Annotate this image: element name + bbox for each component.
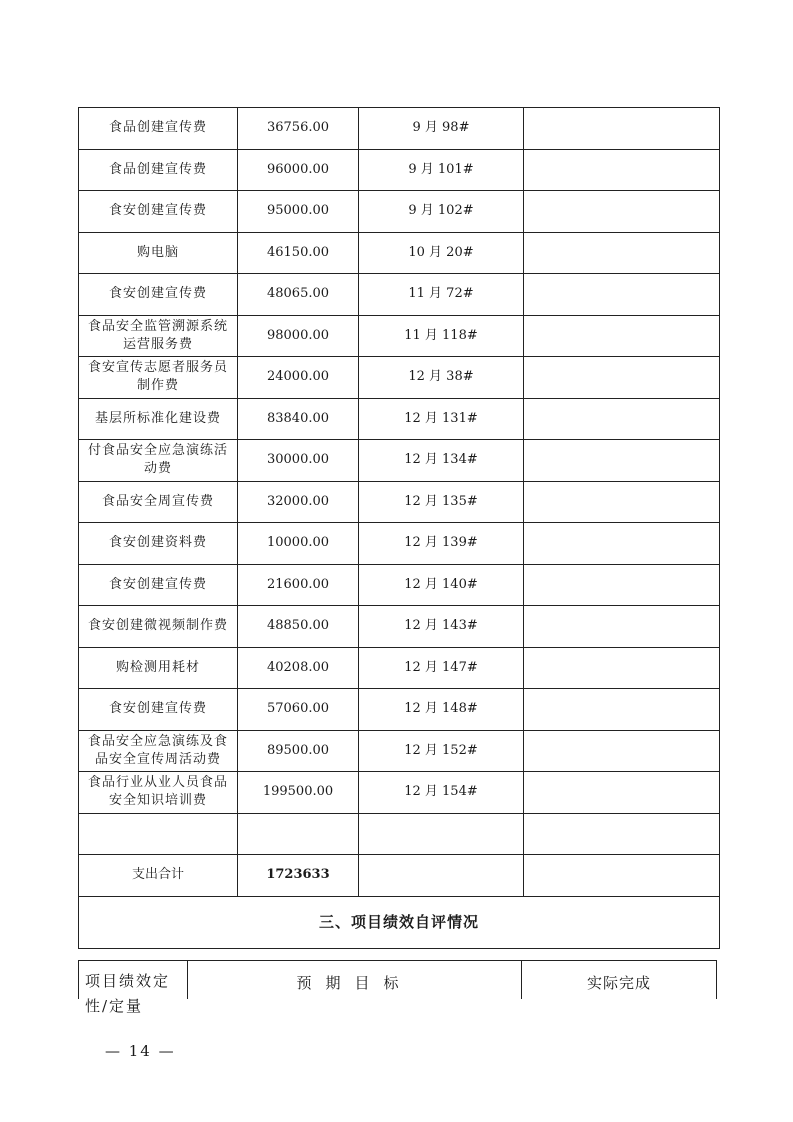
expense-amount-cell (238, 357, 359, 399)
expense-amount-cell-text: 48850.00 (266, 618, 330, 634)
table-row (79, 357, 720, 399)
expense-amount-cell-text: 24000.00 (266, 369, 330, 385)
note-cell (524, 523, 720, 565)
expense-amount-cell-text: 21600.00 (266, 576, 330, 592)
expense-item-cell-text: 食安创建宣传费 (108, 576, 207, 592)
table-row (79, 772, 720, 814)
expense-item-cell (79, 398, 238, 440)
perf-header-col2 (188, 961, 522, 1000)
note-cell (524, 191, 720, 233)
note-cell (524, 398, 720, 440)
expense-amount-cell (238, 564, 359, 606)
expense-amount-cell (238, 232, 359, 274)
expense-item-cell-text: 食品安全监管溯源系统运营服务费 (87, 318, 228, 352)
performance-header (78, 960, 717, 1015)
voucher-number-cell-text: 12 月 147# (404, 659, 478, 675)
expense-amount-cell-text: 32000.00 (266, 493, 330, 509)
expense-amount-cell-text: 36756.00 (266, 120, 330, 136)
expense-amount-cell (238, 398, 359, 440)
expense-amount-cell (238, 315, 359, 357)
expense-item-cell (79, 357, 238, 399)
total-row (79, 855, 720, 897)
voucher-number-cell-text: 9 月 101# (408, 161, 474, 177)
table-row (79, 398, 720, 440)
expense-item-cell-text: 食品创建宣传费 (108, 120, 207, 136)
table-row (79, 689, 720, 731)
expense-amount-cell-text: 46150.00 (266, 244, 330, 260)
expense-item-cell (79, 232, 238, 274)
expense-item-cell (79, 606, 238, 648)
expense-amount-cell (238, 523, 359, 565)
note-cell (524, 149, 720, 191)
expense-item-cell (79, 730, 238, 772)
expense-amount-cell (238, 606, 359, 648)
voucher-number-cell-text: 12 月 152# (404, 742, 478, 758)
expense-amount-cell (238, 689, 359, 731)
page-number: — 14 — (105, 1042, 176, 1060)
expense-amount-cell (238, 108, 359, 150)
perf-header-col2-text: 预期目标 (296, 974, 413, 992)
voucher-number-cell (359, 440, 524, 482)
expense-amount-cell-text: 98000.00 (266, 327, 330, 343)
note-cell (524, 315, 720, 357)
voucher-number-cell-text: 12 月 143# (404, 618, 478, 634)
expense-amount-cell-text: 57060.00 (266, 701, 330, 717)
voucher-number-cell-text: 12 月 154# (404, 784, 478, 800)
table-row (79, 564, 720, 606)
voucher-number-cell-text: 11 月 118# (404, 327, 478, 343)
expense-amount-cell (238, 647, 359, 689)
voucher-number-cell (359, 813, 524, 855)
expense-amount-cell (238, 730, 359, 772)
table-row (79, 440, 720, 482)
note-cell (524, 564, 720, 606)
voucher-number-cell (359, 315, 524, 357)
table-row (79, 108, 720, 150)
expense-amount-cell (238, 772, 359, 814)
expense-amount-cell (238, 481, 359, 523)
expense-amount-cell (238, 149, 359, 191)
table-row (79, 730, 720, 772)
voucher-number-cell-text: 9 月 102# (408, 203, 474, 219)
expense-item-cell-text: 食安创建宣传费 (108, 701, 207, 717)
voucher-number-cell (359, 232, 524, 274)
table-row (79, 523, 720, 565)
expense-item-cell-text: 购检测用耗材 (115, 659, 200, 675)
note-cell (524, 232, 720, 274)
voucher-number-cell-text: 12 月 38# (408, 369, 474, 385)
note-cell (524, 481, 720, 523)
perf-header-col1-text: 项目绩效定性/定量 (85, 972, 171, 1015)
expense-item-cell (79, 315, 238, 357)
expense-item-cell-text: 基层所标准化建设费 (94, 410, 221, 426)
expense-item-cell (79, 274, 238, 316)
voucher-number-cell-text: 12 月 131# (404, 410, 478, 426)
expense-item-cell (79, 813, 238, 855)
note-cell (524, 274, 720, 316)
expense-amount-cell-text: 83840.00 (266, 410, 330, 426)
expense-item-cell-text: 食品创建宣传费 (108, 161, 207, 177)
voucher-number-cell (359, 357, 524, 399)
expense-item-cell-text: 食安创建宣传费 (108, 286, 207, 302)
voucher-number-cell-text: 10 月 20# (408, 244, 474, 260)
table-row (79, 647, 720, 689)
expense-item-cell (79, 440, 238, 482)
voucher-number-cell (359, 689, 524, 731)
expense-amount-cell-text: 48065.00 (266, 286, 330, 302)
section-row (79, 896, 720, 948)
table-row (79, 191, 720, 233)
table-row (79, 606, 720, 648)
expense-item-cell (79, 647, 238, 689)
voucher-number-cell (359, 398, 524, 440)
perf-header-col3 (522, 961, 717, 1000)
voucher-number-cell-text: 9 月 98# (412, 120, 470, 136)
total-empty-cell (524, 855, 720, 897)
expense-amount-cell (238, 274, 359, 316)
expense-amount-cell-text: 89500.00 (266, 742, 330, 758)
expense-item-cell (79, 108, 238, 150)
total-label: 支出合计 (79, 855, 238, 897)
expense-item-cell-text: 食安宣传志愿者服务员制作费 (87, 360, 228, 394)
expense-item-cell (79, 481, 238, 523)
voucher-number-cell (359, 149, 524, 191)
perf-header-col3-text: 实际完成 (586, 974, 651, 992)
voucher-number-cell (359, 191, 524, 233)
voucher-number-cell (359, 647, 524, 689)
total-amount: 1723633 (238, 855, 359, 897)
expense-item-cell (79, 149, 238, 191)
voucher-number-cell (359, 523, 524, 565)
expense-amount-cell (238, 813, 359, 855)
expense-item-cell (79, 564, 238, 606)
table-row (79, 813, 720, 855)
expense-item-cell-text: 食安创建宣传费 (108, 203, 207, 219)
voucher-number-cell (359, 606, 524, 648)
expense-amount-cell-text: 40208.00 (266, 659, 330, 675)
expense-item-cell (79, 523, 238, 565)
note-cell (524, 730, 720, 772)
voucher-number-cell (359, 564, 524, 606)
voucher-number-cell (359, 108, 524, 150)
note-cell (524, 606, 720, 648)
note-cell (524, 357, 720, 399)
voucher-number-cell (359, 481, 524, 523)
expense-amount-cell-text: 30000.00 (266, 452, 330, 468)
expense-amount-cell-text: 199500.00 (262, 784, 334, 800)
expense-item-cell-text: 付食品安全应急演练活动费 (87, 443, 228, 477)
note-cell (524, 813, 720, 855)
table-row (79, 274, 720, 316)
table-row (79, 232, 720, 274)
voucher-number-cell-text: 12 月 135# (404, 493, 478, 509)
expense-amount-cell (238, 191, 359, 233)
expense-table-body (79, 108, 720, 855)
expense-amount-cell-text: 10000.00 (266, 535, 330, 551)
note-cell (524, 689, 720, 731)
expense-item-cell-text: 食安创建资料费 (108, 535, 207, 551)
perf-header-col1 (79, 961, 188, 1015)
expense-item-cell-text: 购电脑 (136, 244, 179, 260)
voucher-number-cell-text: 12 月 139# (404, 535, 478, 551)
table-row (79, 315, 720, 357)
voucher-number-cell-text: 12 月 148# (404, 701, 478, 717)
total-empty-cell (359, 855, 524, 897)
expense-item-cell (79, 191, 238, 233)
expense-item-cell (79, 772, 238, 814)
note-cell (524, 440, 720, 482)
expense-item-cell-text: 食品安全周宣传费 (101, 493, 214, 509)
note-cell (524, 772, 720, 814)
expense-amount-cell-text: 95000.00 (266, 203, 330, 219)
table-row (79, 149, 720, 191)
voucher-number-cell (359, 274, 524, 316)
expense-item-cell (79, 689, 238, 731)
table-row (79, 481, 720, 523)
expense-table (78, 107, 720, 949)
voucher-number-cell-text: 11 月 72# (408, 286, 474, 302)
section-title: 三、项目绩效自评情况 (79, 896, 720, 948)
voucher-number-cell (359, 730, 524, 772)
expense-item-cell-text: 食品安全应急演练及食品安全宣传周活动费 (87, 733, 228, 767)
expense-amount-cell-text: 96000.00 (266, 161, 330, 177)
voucher-number-cell-text: 12 月 134# (404, 452, 478, 468)
expense-amount-cell (238, 440, 359, 482)
voucher-number-cell-text: 12 月 140# (404, 576, 478, 592)
expense-item-cell-text: 食安创建微视频制作费 (87, 618, 228, 634)
note-cell (524, 647, 720, 689)
voucher-number-cell (359, 772, 524, 814)
expense-item-cell-text: 食品行业从业人员食品安全知识培训费 (87, 775, 228, 809)
note-cell (524, 108, 720, 150)
